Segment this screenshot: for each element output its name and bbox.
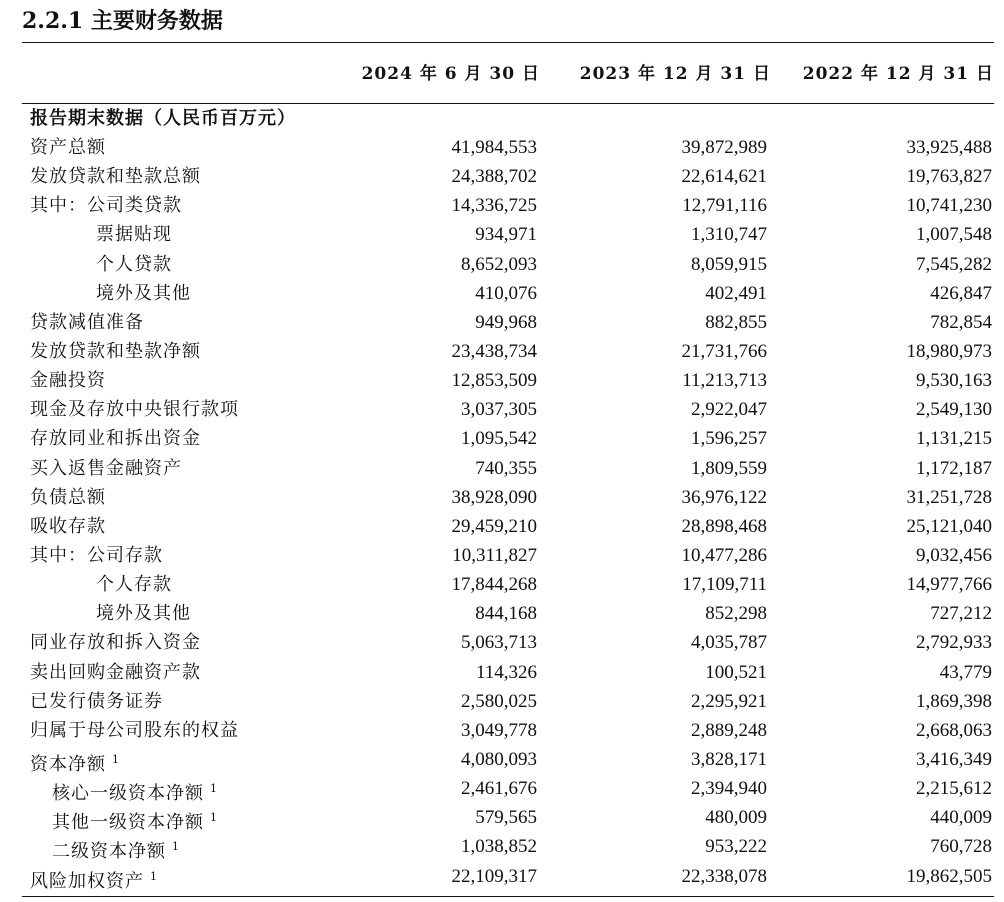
value-2023-12-31: 2,394,940	[691, 778, 767, 800]
value-2024-06-30: 29,459,210	[451, 515, 537, 537]
row-label	[30, 862, 157, 896]
table-row	[22, 716, 994, 745]
value-2023-12-31: 402,491	[705, 282, 767, 304]
value-2022-12-31: 9,530,163	[916, 370, 992, 392]
table-header	[22, 59, 994, 89]
value-2024-06-30: 114,326	[475, 661, 537, 683]
row-label: 其中：公司类贷款	[30, 195, 182, 217]
column-header-2022-12-31: 2022 年 12 月 31 日	[802, 64, 994, 84]
top-rule	[22, 42, 994, 43]
value-2022-12-31: 440,009	[930, 807, 992, 829]
value-2024-06-30: 17,844,268	[451, 574, 537, 596]
value-2023-12-31: 11,213,713	[682, 370, 767, 392]
row-label-text: 资本净额	[30, 753, 106, 775]
value-2022-12-31: 760,728	[930, 836, 992, 858]
table-row	[22, 512, 994, 541]
row-label: 已发行债务证券	[30, 690, 163, 712]
value-2022-12-31: 18,980,973	[906, 340, 992, 362]
value-2024-06-30: 579,565	[475, 807, 537, 829]
column-header-2023-12-31: 2023 年 12 月 31 日	[579, 64, 771, 84]
value-2022-12-31: 2,215,612	[916, 778, 992, 800]
value-2022-12-31: 2,668,063	[916, 719, 992, 741]
value-2024-06-30: 410,076	[475, 282, 537, 304]
value-2023-12-31: 3,828,171	[691, 748, 767, 770]
value-2023-12-31: 39,872,989	[681, 137, 767, 158]
table-row	[22, 366, 994, 395]
table-row	[22, 803, 994, 832]
value-2022-12-31: 43,779	[939, 661, 992, 683]
value-2022-12-31: 31,251,728	[906, 486, 992, 508]
value-2024-06-30: 8,652,093	[461, 253, 537, 275]
row-label: 归属于母公司股东的权益	[30, 719, 239, 741]
table-row	[22, 774, 994, 803]
value-2022-12-31: 426,847	[930, 282, 992, 304]
footnote-marker: 1	[210, 811, 217, 825]
table-row	[22, 483, 994, 512]
table-row	[22, 220, 994, 249]
table-row	[22, 279, 994, 308]
column-header-2024-06-30: 2024 年 6 月 30 日	[361, 64, 540, 84]
value-2023-12-31: 28,898,468	[681, 515, 767, 537]
table-row	[22, 454, 994, 483]
row-label: 吸收存款	[30, 515, 106, 537]
footnote-marker: 1	[150, 869, 157, 883]
footnote-marker: 1	[210, 782, 217, 796]
value-2024-06-30: 3,037,305	[461, 399, 537, 421]
value-2022-12-31: 19,862,505	[906, 865, 992, 887]
row-label: 发放贷款和垫款总额	[30, 166, 201, 188]
value-2023-12-31: 21,731,766	[681, 340, 767, 362]
value-2024-06-30: 24,388,702	[451, 166, 537, 188]
row-label: 同业存放和拆入资金	[30, 632, 201, 654]
value-2022-12-31: 727,212	[930, 603, 992, 625]
value-2024-06-30: 5,063,713	[461, 632, 537, 654]
value-2023-12-31: 10,477,286	[681, 544, 767, 566]
value-2024-06-30: 4,080,093	[461, 748, 537, 770]
value-2024-06-30: 23,438,734	[451, 340, 537, 362]
value-2024-06-30: 934,971	[475, 224, 537, 246]
row-label: 贷款减值准备	[30, 311, 144, 333]
footnote-marker: 1	[112, 752, 119, 766]
value-2022-12-31: 1,869,398	[916, 690, 992, 712]
table-row	[22, 570, 994, 599]
table-row	[22, 191, 994, 220]
value-2022-12-31: 33,925,488	[906, 137, 992, 158]
value-2023-12-31: 8,059,915	[691, 253, 767, 275]
footnote-marker: 1	[172, 840, 179, 854]
table-row	[22, 745, 994, 774]
value-2023-12-31: 480,009	[705, 807, 767, 829]
value-2024-06-30: 1,038,852	[461, 836, 537, 858]
row-label: 存放同业和拆出资金	[30, 428, 201, 450]
value-2022-12-31: 10,741,230	[906, 195, 992, 217]
row-label: 个人贷款	[96, 253, 172, 275]
value-2023-12-31: 17,109,711	[682, 574, 767, 596]
value-2023-12-31: 882,855	[705, 311, 767, 333]
table-row	[22, 687, 994, 716]
value-2022-12-31: 19,763,827	[906, 166, 992, 188]
value-2022-12-31: 25,121,040	[906, 515, 992, 537]
value-2023-12-31: 2,295,921	[691, 690, 767, 712]
row-label: 发放贷款和垫款净额	[30, 340, 201, 362]
table-row	[22, 308, 994, 337]
value-2022-12-31: 2,549,130	[916, 399, 992, 421]
row-label: 现金及存放中央银行款项	[30, 399, 239, 421]
value-2022-12-31: 9,032,456	[916, 544, 992, 566]
value-2024-06-30: 38,928,090	[451, 486, 537, 508]
row-label-text: 二级资本净额	[52, 841, 166, 863]
row-label: 境外及其他	[96, 603, 191, 625]
value-2022-12-31: 1,131,215	[916, 428, 992, 450]
bottom-rule	[22, 896, 994, 897]
value-2023-12-31: 36,976,122	[681, 486, 767, 508]
value-2024-06-30: 3,049,778	[461, 719, 537, 741]
value-2023-12-31: 1,809,559	[691, 457, 767, 479]
row-label: 负债总额	[30, 486, 106, 508]
value-2022-12-31: 782,854	[930, 311, 992, 333]
table-row	[22, 424, 994, 453]
value-2023-12-31: 22,614,621	[681, 166, 767, 188]
value-2024-06-30: 844,168	[475, 603, 537, 625]
value-2024-06-30: 12,853,509	[451, 370, 537, 392]
value-2023-12-31: 22,338,078	[681, 865, 767, 887]
table-row	[22, 395, 994, 424]
period-end-data-label: 报告期末数据（人民币百万元）	[30, 108, 296, 129]
table-row	[22, 832, 994, 861]
row-label-text: 风险加权资产	[30, 870, 144, 892]
table-row	[22, 541, 994, 570]
value-2024-06-30: 2,461,676	[461, 778, 537, 800]
section-title: 2.2.1 主要财务数据	[22, 8, 223, 34]
value-2024-06-30: 949,968	[475, 311, 537, 333]
value-2022-12-31: 2,792,933	[916, 632, 992, 654]
value-2022-12-31: 3,416,349	[916, 748, 992, 770]
table-row	[22, 162, 994, 191]
row-label: 卖出回购金融资产款	[30, 661, 201, 683]
row-label: 票据贴现	[96, 224, 172, 246]
row-label-text: 核心一级资本净额	[52, 783, 204, 805]
value-2022-12-31: 14,977,766	[906, 574, 992, 596]
value-2024-06-30: 14,336,725	[451, 195, 537, 217]
row-label: 其中：公司存款	[30, 544, 163, 566]
value-2023-12-31: 2,922,047	[691, 399, 767, 421]
value-2023-12-31: 852,298	[705, 603, 767, 625]
financial-data-table	[22, 133, 994, 891]
table-row	[22, 862, 994, 891]
table-row	[22, 250, 994, 279]
value-2024-06-30: 10,311,827	[452, 544, 537, 566]
value-2024-06-30: 1,095,542	[461, 428, 537, 450]
row-label: 资产总额	[30, 137, 106, 158]
value-2023-12-31: 1,310,747	[691, 224, 767, 246]
value-2023-12-31: 4,035,787	[691, 632, 767, 654]
value-2023-12-31: 12,791,116	[682, 195, 767, 217]
value-2023-12-31: 953,222	[705, 836, 767, 858]
table-row	[22, 337, 994, 366]
value-2023-12-31: 1,596,257	[691, 428, 767, 450]
row-label: 金融投资	[30, 370, 106, 392]
table-row	[22, 599, 994, 628]
value-2024-06-30: 740,355	[475, 457, 537, 479]
value-2024-06-30: 41,984,553	[451, 137, 537, 158]
row-label: 买入返售金融资产	[30, 457, 182, 479]
table-row	[22, 133, 994, 162]
value-2024-06-30: 2,580,025	[461, 690, 537, 712]
value-2022-12-31: 1,172,187	[916, 457, 992, 479]
row-label-text: 其他一级资本净额	[52, 812, 204, 834]
value-2023-12-31: 100,521	[705, 661, 767, 683]
value-2023-12-31: 2,889,248	[691, 719, 767, 741]
table-row	[22, 628, 994, 657]
value-2022-12-31: 1,007,548	[916, 224, 992, 246]
value-2022-12-31: 7,545,282	[916, 253, 992, 275]
row-label: 境外及其他	[96, 282, 191, 304]
table-row	[22, 658, 994, 687]
value-2024-06-30: 22,109,317	[451, 865, 537, 887]
row-label: 个人存款	[96, 574, 172, 596]
